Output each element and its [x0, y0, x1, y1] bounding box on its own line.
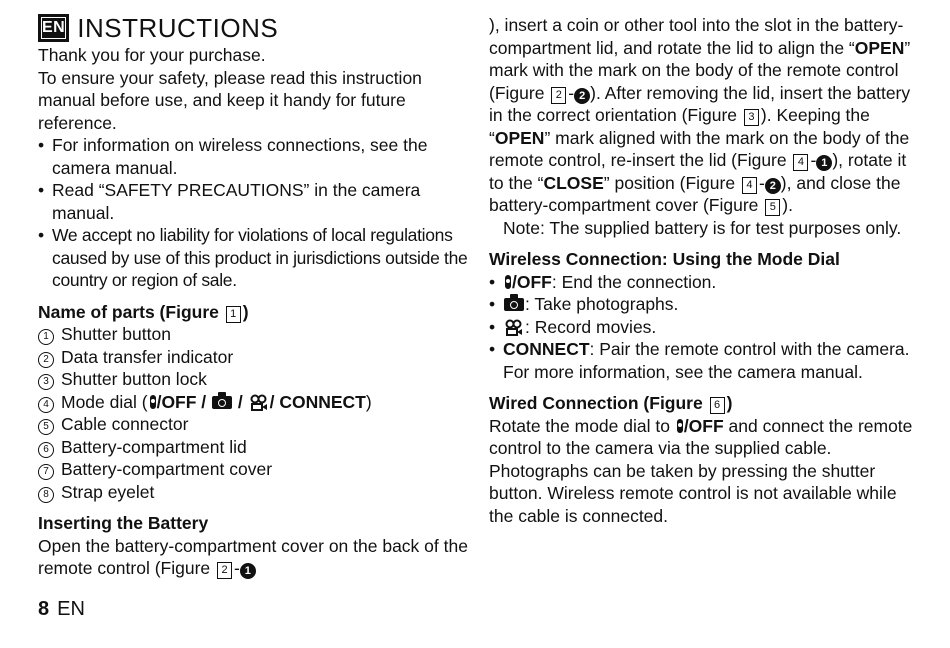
part-item: 8 Strap eyelet [38, 481, 468, 504]
step-number: 2 [574, 88, 590, 104]
note-item: • Read “SAFETY PRECAUTIONS” in the camera manual. [38, 179, 468, 224]
mic-off-icon [677, 419, 683, 433]
movie-icon [249, 394, 269, 411]
intro-safety: To ensure your safety, please read this instruction manual before use, and keep it handy for future reference. [38, 67, 422, 133]
page-number: 8 [38, 598, 50, 620]
parts-heading: Name of parts (Figure 1 ) [38, 301, 249, 322]
part-item-mode-dial: 4 Mode dial ( /OFF / / / CONNECT) [38, 391, 468, 414]
notes-list [38, 134, 468, 292]
part-number: 2 [38, 352, 54, 368]
camera-icon [504, 298, 524, 311]
wireless-item-photo: • : Take photographs. [489, 293, 924, 316]
part-number: 5 [38, 419, 54, 435]
step-number: 1 [816, 155, 832, 171]
wireless-list [489, 271, 924, 384]
note-item: • For information on wireless connections, see the camera manual. [38, 134, 468, 179]
wireless-item-movie: • : Record movies. [489, 316, 924, 339]
battery-note: Note: The supplied battery is for test purposes only. [503, 217, 902, 238]
mic-off-icon [150, 395, 156, 409]
battery-text-continued: ), insert a coin or other tool into the slot in the battery-compartment lid, and rotate the lid to align the “OPEN” mark with the mark on the body of the remote control (Figure 2 - 2 ). After removing the lid, insert the battery in the correct orientation (Figure 3 ). Keeping the “OPEN” mark aligned with the mark on the body of the remote control, re-insert the lid (Figure 4 - 1 ), rotate it to the “CLOSE” position (Figure 4 - 2 ), and close the battery-compartment cover (Figure 5 ). [489, 15, 911, 215]
figure-ref: 1 [226, 306, 241, 323]
wired-heading: Wired Connection (Figure 6 ) [489, 393, 733, 413]
left-column [38, 44, 468, 580]
battery-heading: Inserting the Battery [38, 513, 209, 533]
page-footer [38, 598, 85, 621]
note-item: • We accept no liability for violations of local regulations caused by use of this product in jurisdictions outside the country or region of sale. [38, 224, 468, 292]
figure-ref: 6 [710, 397, 725, 414]
part-item: 7 Battery-compartment cover [38, 458, 468, 481]
part-item: 6 Battery-compartment lid [38, 436, 468, 459]
title-text: INSTRUCTIONS [77, 12, 279, 43]
part-number: 7 [38, 464, 54, 480]
wireless-item-off: • /OFF: End the connection. [489, 271, 924, 294]
part-number: 4 [38, 397, 54, 413]
battery-text-part: ), insert a coin or other tool into the slot in the battery-compartment lid, and rotate the lid to align the “ [489, 15, 904, 58]
part-item: 1 Shutter button [38, 323, 468, 346]
part-item: 3 Shutter button lock [38, 368, 468, 391]
part-number: 8 [38, 487, 54, 503]
movie-icon [504, 319, 524, 336]
wired-text: Rotate the mode dial to /OFF and connect the remote control to the camera via the supplied cable. Photographs can be taken by pressing the shutter button. Wireless remote control is not available while the cable is connected. [489, 415, 913, 526]
camera-icon [212, 396, 232, 409]
page-title [38, 12, 278, 44]
part-number: 3 [38, 374, 54, 390]
parts-list [38, 323, 468, 503]
language-badge: EN [38, 14, 69, 42]
battery-text-start: Open the battery-compartment cover on the back of the remote control (Figure 2 - 1 [38, 535, 468, 578]
wireless-item-connect: • CONNECT: Pair the remote control with the camera. For more information, see the camera manual. [489, 338, 924, 383]
mic-off-icon [505, 275, 511, 289]
right-column [489, 14, 924, 527]
part-item: 2 Data transfer indicator [38, 346, 468, 369]
part-number: 6 [38, 442, 54, 458]
part-number: 1 [38, 329, 54, 345]
step-number: 1 [240, 563, 256, 579]
part-item: 5 Cable connector [38, 413, 468, 436]
intro-thanks: Thank you for your purchase. [38, 45, 266, 65]
page-lang: EN [57, 598, 85, 620]
wireless-heading: Wireless Connection: Using the Mode Dial [489, 249, 840, 269]
step-number: 2 [765, 178, 781, 194]
